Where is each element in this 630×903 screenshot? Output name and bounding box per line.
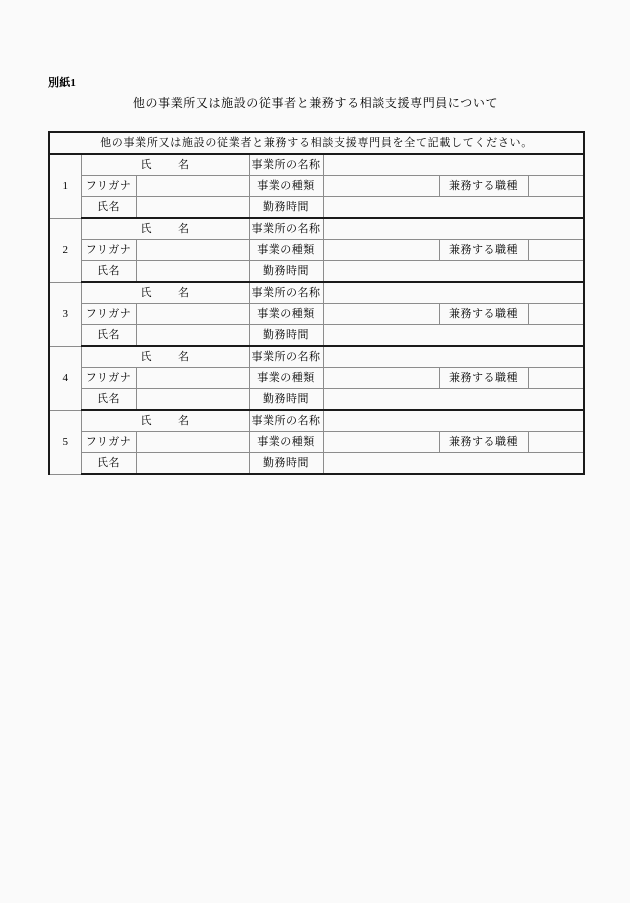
shimei-value[interactable] (136, 453, 249, 475)
name-header-kanji-1: 氏 (140, 159, 152, 171)
table-row (49, 154, 584, 176)
office-name-value[interactable] (323, 218, 584, 240)
concurrent-job-value[interactable] (528, 240, 584, 261)
concurrent-job-label: 兼務する職種 (439, 304, 528, 325)
table-row (49, 261, 584, 283)
table-body (49, 132, 584, 474)
table-row (49, 346, 584, 368)
business-type-label: 事業の種類 (249, 304, 323, 325)
table-row (49, 368, 584, 389)
table-row (49, 197, 584, 219)
row-number: 1 (49, 154, 81, 218)
work-hours-label: 勤務時間 (249, 389, 323, 411)
table-caption: 他の事業所又は施設の従業者と兼務する相談支援専門員を全て記載してください。 (49, 132, 584, 154)
shimei-value[interactable] (136, 389, 249, 411)
concurrent-job-label: 兼務する職種 (439, 240, 528, 261)
concurrent-job-value[interactable] (528, 432, 584, 453)
shimei-label: 氏名 (81, 325, 136, 347)
furigana-label: フリガナ (81, 176, 136, 197)
name-header-label (81, 218, 249, 240)
table-row (49, 304, 584, 325)
office-name-label: 事業所の名称 (249, 282, 323, 304)
work-hours-value[interactable] (323, 197, 584, 219)
office-name-label: 事業所の名称 (249, 218, 323, 240)
office-name-value[interactable] (323, 410, 584, 432)
shimei-label: 氏名 (81, 261, 136, 283)
table-row (49, 176, 584, 197)
office-name-value[interactable] (323, 346, 584, 368)
business-type-value[interactable] (323, 368, 439, 389)
work-hours-value[interactable] (323, 261, 584, 283)
office-name-label: 事業所の名称 (249, 410, 323, 432)
name-header-kanji-2: 名 (178, 223, 190, 235)
concurrent-job-label: 兼務する職種 (439, 432, 528, 453)
name-header-kanji-2: 名 (178, 159, 190, 171)
name-header-kanji-2: 名 (178, 351, 190, 363)
furigana-value[interactable] (136, 432, 249, 453)
form-number-label: 別紙1 (48, 77, 77, 89)
name-header-label (81, 346, 249, 368)
row-number: 4 (49, 346, 81, 410)
table-row (49, 218, 584, 240)
business-type-value[interactable] (323, 304, 439, 325)
row-number: 5 (49, 410, 81, 474)
name-header-kanji-1: 氏 (140, 287, 152, 299)
shimei-value[interactable] (136, 197, 249, 219)
page-title: 他の事業所又は施設の従事者と兼務する相談支援専門員について (132, 96, 499, 110)
work-hours-label: 勤務時間 (249, 325, 323, 347)
work-hours-value[interactable] (323, 453, 584, 475)
concurrent-job-value[interactable] (528, 176, 584, 197)
furigana-value[interactable] (136, 240, 249, 261)
table-row (49, 410, 584, 432)
furigana-value[interactable] (136, 368, 249, 389)
business-type-label: 事業の種類 (249, 240, 323, 261)
name-header-label (81, 282, 249, 304)
office-name-label: 事業所の名称 (249, 346, 323, 368)
office-name-value[interactable] (323, 154, 584, 176)
name-header-label (81, 154, 249, 176)
table-row (49, 282, 584, 304)
shimei-label: 氏名 (81, 197, 136, 219)
concurrent-job-label: 兼務する職種 (439, 368, 528, 389)
business-type-value[interactable] (323, 240, 439, 261)
concurrent-job-value[interactable] (528, 304, 584, 325)
work-hours-value[interactable] (323, 325, 584, 347)
name-header-kanji-1: 氏 (140, 223, 152, 235)
furigana-label: フリガナ (81, 432, 136, 453)
shimei-label: 氏名 (81, 389, 136, 411)
name-header-kanji-2: 名 (178, 287, 190, 299)
row-number: 3 (49, 282, 81, 346)
table-row (49, 389, 584, 411)
shimei-value[interactable] (136, 261, 249, 283)
row-number: 2 (49, 218, 81, 282)
business-type-label: 事業の種類 (249, 368, 323, 389)
table-row (49, 325, 584, 347)
table-row (49, 432, 584, 453)
business-type-value[interactable] (323, 176, 439, 197)
business-type-label: 事業の種類 (249, 432, 323, 453)
name-header-kanji-2: 名 (178, 415, 190, 427)
work-hours-label: 勤務時間 (249, 261, 323, 283)
work-hours-value[interactable] (323, 389, 584, 411)
furigana-value[interactable] (136, 304, 249, 325)
work-hours-label: 勤務時間 (249, 197, 323, 219)
office-name-value[interactable] (323, 282, 584, 304)
name-header-kanji-1: 氏 (140, 351, 152, 363)
furigana-label: フリガナ (81, 368, 136, 389)
table-caption-row (49, 132, 584, 154)
concurrent-staff-table (48, 131, 585, 475)
name-header-kanji-1: 氏 (140, 415, 152, 427)
shimei-label: 氏名 (81, 453, 136, 475)
table-row (49, 240, 584, 261)
table-row (49, 453, 584, 475)
concurrent-job-value[interactable] (528, 368, 584, 389)
business-type-label: 事業の種類 (249, 176, 323, 197)
furigana-label: フリガナ (81, 240, 136, 261)
business-type-value[interactable] (323, 432, 439, 453)
name-header-label (81, 410, 249, 432)
work-hours-label: 勤務時間 (249, 453, 323, 475)
concurrent-job-label: 兼務する職種 (439, 176, 528, 197)
furigana-label: フリガナ (81, 304, 136, 325)
office-name-label: 事業所の名称 (249, 154, 323, 176)
furigana-value[interactable] (136, 176, 249, 197)
shimei-value[interactable] (136, 325, 249, 347)
